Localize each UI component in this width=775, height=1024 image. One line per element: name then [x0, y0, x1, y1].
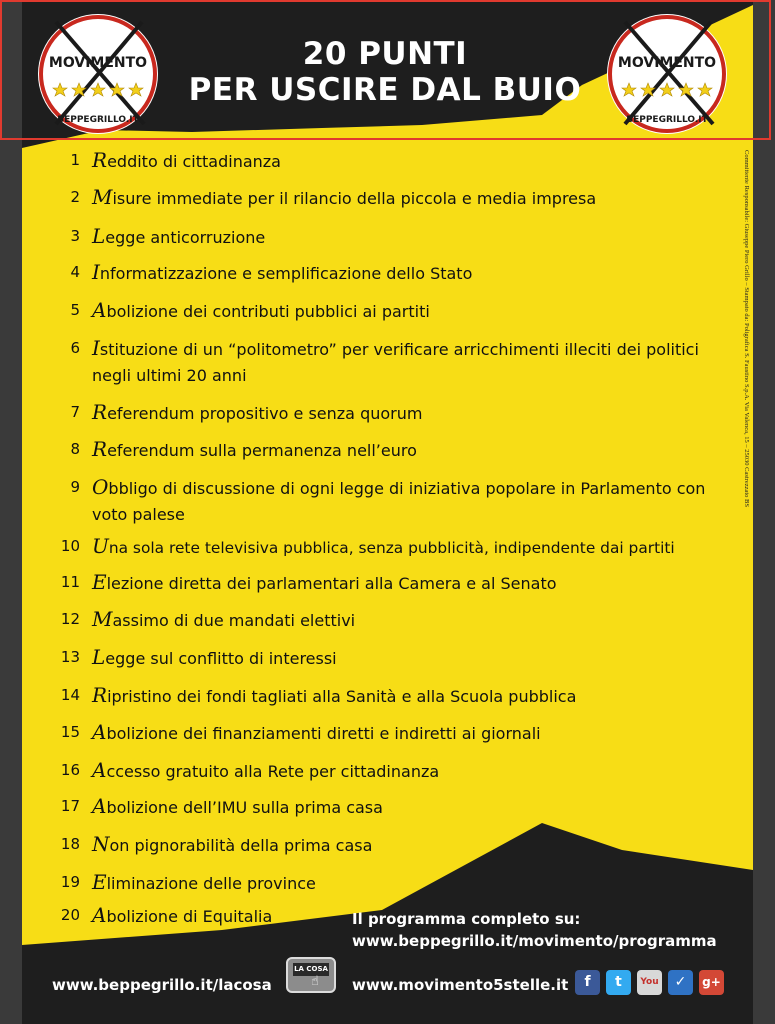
twitter-icon[interactable]: t [606, 970, 631, 995]
point-rest: isure immediate per il rilancio della piccola e media impresa [112, 189, 597, 208]
legal-note: Committente Responsabile: Giuseppe Piero Grillo – Stampato da: Poligrafica S. Faustino S.p.A. Via Valenca, 15 – 25030 Castrezzato BS [743, 150, 750, 508]
point-text [92, 793, 732, 821]
point-number: 1 [70, 151, 80, 169]
title-line-1: 20 PUNTI [302, 36, 468, 72]
point-text [92, 719, 732, 747]
point-rest: liminazione delle province [106, 874, 316, 893]
logo-brand-text: MOVIMENTO [617, 55, 717, 71]
logo-brand-text: MOVIMENTO [48, 55, 148, 71]
googleplus-icon[interactable]: g+ [699, 970, 724, 995]
point-rest: assimo di due mandati elettivi [112, 611, 356, 630]
point-initial: A [92, 794, 107, 818]
point-initial: A [92, 720, 107, 744]
point-number: 2 [70, 188, 80, 206]
point-number: 12 [60, 610, 80, 628]
point-text [92, 902, 332, 930]
point-initial: R [92, 437, 108, 461]
lacosa-link[interactable]: www.beppegrillo.it/lacosa [52, 976, 272, 994]
point-text [92, 259, 732, 287]
point-rest: lezione diretta dei parlamentari alla Camera e al Senato [106, 574, 557, 593]
point-initial: M [92, 185, 113, 209]
point-number: 11 [60, 573, 80, 591]
point-number: 19 [60, 873, 80, 891]
point-number: 8 [70, 440, 80, 458]
title-line-2: PER USCIRE DAL BUIO [188, 72, 582, 108]
point-rest: stituzione di un “politometro” per verificare arricchimenti illeciti dei politici negli ultimi 20 anni [92, 340, 699, 385]
point-number: 10 [60, 537, 80, 555]
point-text [92, 606, 732, 634]
point-number: 13 [60, 648, 80, 666]
point-initial: L [92, 224, 106, 248]
point-rest: nformatizzazione e semplificazione dello Stato [99, 264, 473, 283]
point-initial: A [92, 903, 107, 927]
program-link[interactable]: www.beppegrillo.it/movimento/programma [352, 932, 717, 950]
movimento-link[interactable]: www.movimento5stelle.it [352, 976, 569, 994]
point-text [92, 869, 732, 897]
point-number: 18 [60, 835, 80, 853]
point-initial: R [92, 683, 108, 707]
point-rest: egge anticorruzione [105, 228, 266, 247]
point-initial: R [92, 400, 108, 424]
point-number: 14 [60, 686, 80, 704]
point-number: 16 [60, 761, 80, 779]
point-text [92, 474, 732, 528]
point-rest: eferendum sulla permanenza nell’euro [107, 441, 417, 460]
lacosa-label: LA COSA [293, 963, 329, 976]
point-text [92, 297, 732, 325]
point-text [92, 533, 732, 561]
point-initial: L [92, 645, 106, 669]
point-text [92, 569, 732, 597]
point-text [92, 682, 732, 710]
point-initial: U [92, 534, 109, 558]
point-initial: R [92, 148, 108, 172]
point-text [92, 147, 732, 175]
lacosa-icon[interactable] [286, 957, 336, 993]
program-heading: Il programma completo su: [352, 910, 581, 928]
point-rest: ipristino dei fondi tagliati alla Sanità e alla Scuola pubblica [107, 687, 577, 706]
friendfeed-icon[interactable]: ✓ [668, 970, 693, 995]
point-number: 20 [60, 906, 80, 924]
point-rest: bolizione dei contributi pubblici ai partiti [106, 302, 430, 321]
point-number: 17 [60, 797, 80, 815]
program-info [352, 908, 717, 952]
point-rest: on pignorabilità della prima casa [109, 836, 373, 855]
point-rest: na sola rete televisiva pubblica, senza pubblicità, indipendente dai partiti [108, 539, 675, 557]
point-text [92, 831, 732, 859]
point-rest: bolizione dei finanziamenti diretti e indiretti ai giornali [106, 724, 541, 743]
point-text [92, 223, 732, 251]
point-initial: M [92, 607, 113, 631]
point-number: 7 [70, 403, 80, 421]
facebook-icon[interactable]: f [575, 970, 600, 995]
point-text [92, 335, 732, 389]
point-initial: A [92, 298, 107, 322]
point-initial: A [92, 758, 107, 782]
point-rest: bbligo di discussione di ogni legge di iniziativa popolare in Parlamento con voto palese [92, 479, 706, 524]
point-number: 6 [70, 339, 80, 357]
logo-site-text: BEPPEGRILLO.IT [626, 115, 708, 125]
point-number: 15 [60, 723, 80, 741]
point-initial: I [92, 336, 100, 360]
point-text [92, 757, 732, 785]
point-rest: egge sul conflitto di interessi [105, 649, 337, 668]
point-number: 3 [70, 227, 80, 245]
point-rest: bolizione dell’IMU sulla prima casa [106, 798, 383, 817]
hand-pointer-icon: ☝ [311, 974, 319, 989]
point-rest: eferendum propositivo e senza quorum [107, 404, 423, 423]
point-rest: eddito di cittadinanza [107, 152, 281, 171]
point-initial: I [92, 260, 100, 284]
youtube-icon[interactable]: You [637, 970, 662, 995]
point-rest: bolizione di Equitalia [106, 907, 273, 926]
point-rest: ccesso gratuito alla Rete per cittadinanza [106, 762, 440, 781]
logo-site-text: BEPPEGRILLO.IT [57, 115, 139, 125]
point-text [92, 436, 732, 464]
point-text [92, 399, 732, 427]
point-initial: O [92, 475, 109, 499]
point-number: 4 [70, 263, 80, 281]
point-text [92, 184, 732, 212]
point-initial: E [92, 570, 107, 594]
point-number: 9 [70, 478, 80, 496]
point-text [92, 644, 732, 672]
point-initial: N [92, 832, 110, 856]
point-number: 5 [70, 301, 80, 319]
point-initial: E [92, 870, 107, 894]
